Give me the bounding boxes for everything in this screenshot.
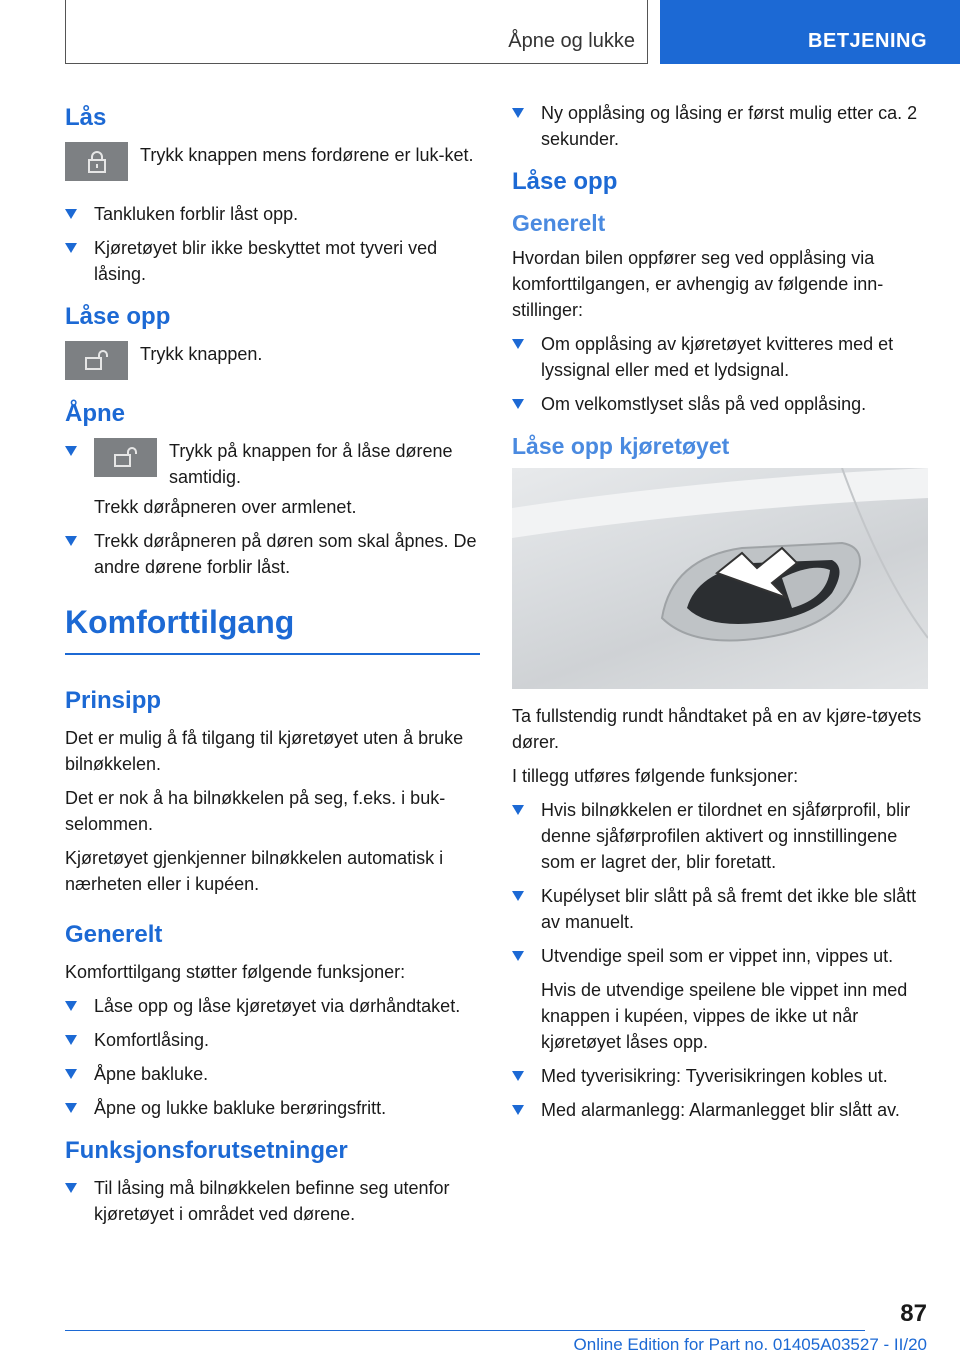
list-item: Kjøretøyet blir ikke beskyttet mot tyveri ved låsing. <box>65 235 480 287</box>
paragraph: Det er mulig å få tilgang til kjøretøyet uten å bruke bilnøkkelen. <box>65 728 464 774</box>
apne-list <box>65 438 480 580</box>
apne-note: Trekk døråpneren over armlenet. <box>94 497 357 517</box>
paragraph: Ta fullstendig rundt håndtaket på en av kjøre-tøyets dører. <box>512 706 922 752</box>
list-item: Med tyverisikring: Tyverisikringen kobles ut. <box>512 1063 928 1089</box>
funksjon-heading: Funksjonsforutsetninger <box>65 1137 348 1164</box>
laseopp-heading: Låse opp <box>65 303 171 330</box>
list-item: Komfortlåsing. <box>65 1027 480 1053</box>
right-top-list <box>512 100 928 152</box>
bullet-triangle-icon <box>65 243 77 253</box>
list-item: Åpne bakluke. <box>65 1061 480 1087</box>
bullet-triangle-icon <box>512 951 524 961</box>
bullet-triangle-icon <box>65 536 77 546</box>
paragraph: I tillegg utføres følgende funksjoner: <box>512 766 799 786</box>
bullet-triangle-icon <box>512 1071 524 1081</box>
paragraph: Det er nok å ha bilnøkkelen på seg, f.eks. i buk-selommen. <box>65 788 446 834</box>
lock-icon <box>86 150 108 174</box>
kjoretoy-heading: Låse opp kjøretøyet <box>512 433 730 459</box>
las-button-row <box>65 142 480 181</box>
unlock-button-image <box>94 438 157 477</box>
bullet-triangle-icon <box>65 1035 77 1045</box>
left-column <box>65 100 480 1243</box>
footer-edition: Online Edition for Part no. 01405A03527 - II/20 <box>573 1335 927 1354</box>
list-item: Ny opplåsing og låsing er først mulig etter ca. 2 sekunder. <box>512 100 928 152</box>
list-item: Med alarmanlegg: Alarmanlegget blir slått av. <box>512 1097 928 1123</box>
tillegg-note: Hvis de utvendige speilene ble vippet inn med knappen i kupéen, vippes de ikke ut når kjøretøyet låses opp. <box>541 980 908 1052</box>
komfort-heading: Komforttilgang <box>65 604 480 655</box>
list-item: Trekk døråpneren på døren som skal åpnes. De andre dørene forblir låst. <box>65 528 480 580</box>
unlock-button-image <box>65 341 128 380</box>
las-list <box>65 201 480 287</box>
header-title: Åpne og lukke <box>508 30 635 52</box>
bullet-triangle-icon <box>65 1103 77 1113</box>
bullet-triangle-icon <box>512 339 524 349</box>
laseopp-button-text: Trykk knappen. <box>140 344 263 364</box>
tillegg-list <box>512 797 928 1123</box>
paragraph: Komforttilgang støtter følgende funksjoner: <box>65 962 406 982</box>
list-item: Kupélyset blir slått på så fremt det ikke ble slått av manuelt. <box>512 883 928 935</box>
apne-button-row: Trykk på knappen for å låse dørene samtidig. <box>94 438 480 490</box>
las-button-text: Trykk knappen mens fordørene er luk-ket. <box>140 145 474 165</box>
list-item: Tankluken forblir låst opp. <box>65 201 480 227</box>
bullet-triangle-icon <box>512 1105 524 1115</box>
bullet-triangle-icon <box>65 209 77 219</box>
footer-divider <box>65 1330 865 1331</box>
header-section-tab <box>660 0 960 64</box>
prinsipp-heading: Prinsipp <box>65 687 162 714</box>
list-item: Utvendige speil som er vippet inn, vippes ut. Hvis de utvendige speilene ble vippet inn med knappen i kupéen, vippes de ikke ut når kjøretøyet låses opp. <box>512 943 928 1055</box>
generelt-heading: Generelt <box>65 921 163 948</box>
las-heading: Lås <box>65 104 107 131</box>
funksjon-list <box>65 1175 480 1227</box>
list-item: Låse opp og låse kjøretøyet via dørhåndtaket. <box>65 993 480 1019</box>
generelt-list <box>65 993 480 1121</box>
list-item: Til låsing må bilnøkkelen befinne seg utenfor kjøretøyet i området ved dørene. <box>65 1175 480 1227</box>
unlock-icon <box>83 350 111 372</box>
paragraph: Kjøretøyet gjenkjenner bilnøkkelen automatisk i nærheten eller i kupéen. <box>65 848 444 894</box>
door-handle-photo <box>512 468 928 689</box>
page-number: 87 <box>900 1300 927 1327</box>
bullet-triangle-icon <box>512 399 524 409</box>
bullet-triangle-icon <box>512 108 524 118</box>
laseopp-button-row <box>65 341 480 380</box>
unlock-icon <box>112 447 140 469</box>
apne-heading: Åpne <box>65 400 125 427</box>
right-generelt-list <box>512 331 928 417</box>
paragraph: Hvordan bilen oppfører seg ved opplåsing via komforttilgangen, er avhengig av følgende inn-stillinger: <box>512 248 884 320</box>
list-item: Hvis bilnøkkelen er tilordnet en sjåførprofil, blir denne sjåførprofilen aktivert og innstillingene som er lagret der, blir foretatt. <box>512 797 928 875</box>
bullet-triangle-icon <box>512 805 524 815</box>
right-laseopp-heading: Låse opp <box>512 168 618 195</box>
list-item: Åpne og lukke bakluke berøringsfritt. <box>65 1095 480 1121</box>
bullet-triangle-icon <box>65 1001 77 1011</box>
header-frame <box>65 0 648 64</box>
list-item: Om velkomstlyset slås på ved opplåsing. <box>512 391 928 417</box>
header-section-label: BETJENING <box>808 30 927 52</box>
door-handle-illustration <box>512 468 928 689</box>
list-item <box>65 438 480 520</box>
bullet-triangle-icon <box>65 1183 77 1193</box>
right-column <box>512 100 928 1139</box>
right-generelt-heading: Generelt <box>512 210 606 236</box>
bullet-triangle-icon <box>512 891 524 901</box>
bullet-triangle-icon <box>65 1069 77 1079</box>
lock-button-image <box>65 142 128 181</box>
list-item: Om opplåsing av kjøretøyet kvitteres med et lyssignal eller med et lydsignal. <box>512 331 928 383</box>
bullet-triangle-icon <box>65 446 77 456</box>
